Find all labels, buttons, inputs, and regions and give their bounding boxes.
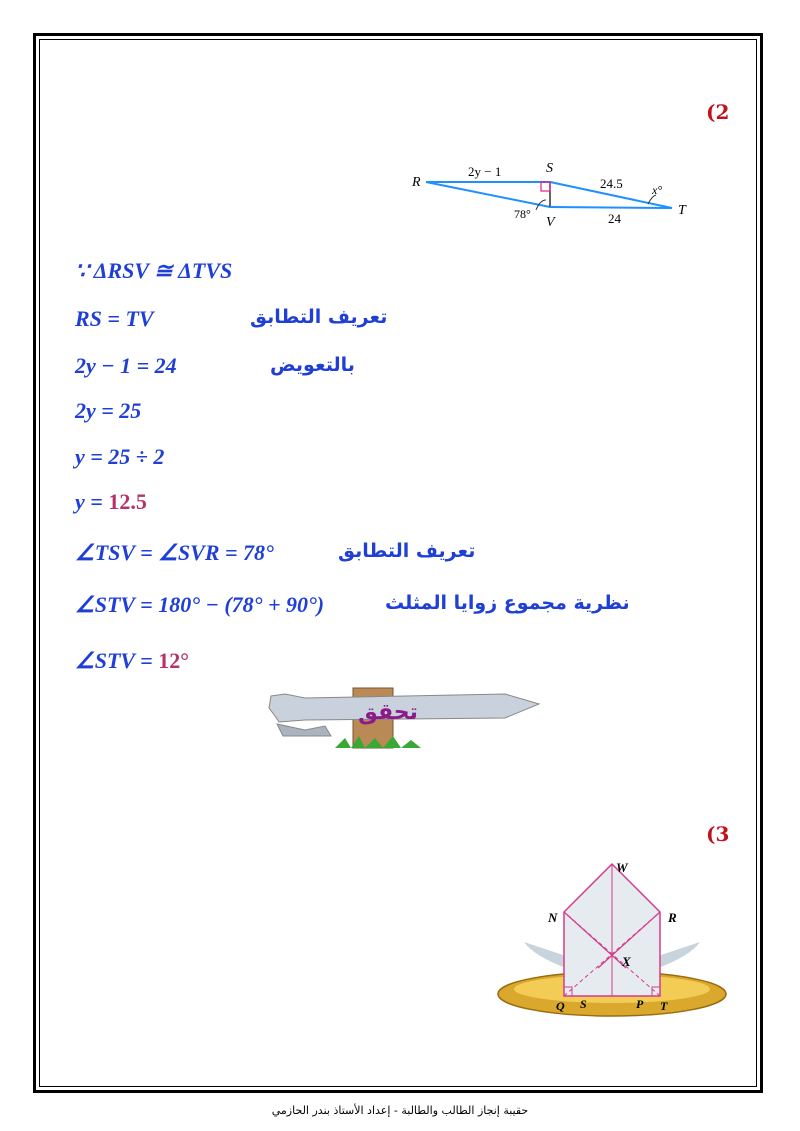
label-Q: Q — [556, 999, 565, 1013]
side-RS-label: 2y − 1 — [468, 164, 502, 179]
question-3-number: (3 — [706, 822, 730, 846]
step-9-math — [75, 648, 189, 674]
label-T: T — [678, 203, 686, 218]
step-8-math: ∠STV = 180° − (78° + 90°) — [75, 592, 325, 617]
step-7-math: ∠TSV = ∠SVR = 78° — [75, 540, 274, 565]
step-2-reason: تعريف التطابق — [250, 306, 388, 328]
label-P: P — [636, 997, 644, 1011]
label-N: N — [548, 910, 558, 925]
step-9-prefix: ∠STV = — [75, 648, 159, 673]
check-sign-text: تحقق — [358, 700, 418, 725]
step-8-reason: نظرية مجموع زوايا المثلث — [385, 592, 630, 614]
triangle-figure-q2 — [400, 150, 700, 240]
side-ST-label: 24.5 — [600, 176, 623, 191]
step-3-math: 2y − 1 = 24 — [75, 353, 177, 378]
step-2-math: RS = TV — [75, 306, 154, 331]
step-6-math — [75, 489, 147, 515]
label-V: V — [546, 215, 555, 230]
side-VT-label: 24 — [608, 211, 621, 226]
napkin-figure-q3 — [494, 856, 730, 1022]
step-9-value: 12° — [158, 648, 190, 673]
angle-T-label: x° — [652, 183, 663, 197]
label-R: R — [412, 175, 421, 190]
step-5-math: y = 25 ÷ 2 — [75, 444, 165, 469]
label-W: W — [616, 860, 628, 875]
step-6-prefix: y = — [75, 489, 109, 514]
step-4-math: 2y = 25 — [75, 398, 142, 423]
question-2-number: (2 — [706, 100, 730, 124]
label-S: S — [546, 161, 553, 176]
step-7-reason: تعريف التطابق — [338, 540, 476, 562]
label-T: T — [660, 999, 668, 1013]
page-footer: حقيبة إنجاز الطالب والطالبة - إعداد الأستاذ بندر الحازمي — [271, 1104, 529, 1117]
angle-V-label: 78° — [514, 207, 531, 221]
label-S: S — [580, 997, 587, 1011]
label-R: R — [668, 910, 677, 925]
label-X: X — [622, 954, 631, 969]
step-1-math: ∵ ΔRSV ≅ ΔTVS — [75, 258, 233, 283]
step-3-reason: بالتعويض — [270, 354, 355, 376]
step-6-value: 12.5 — [108, 489, 147, 514]
